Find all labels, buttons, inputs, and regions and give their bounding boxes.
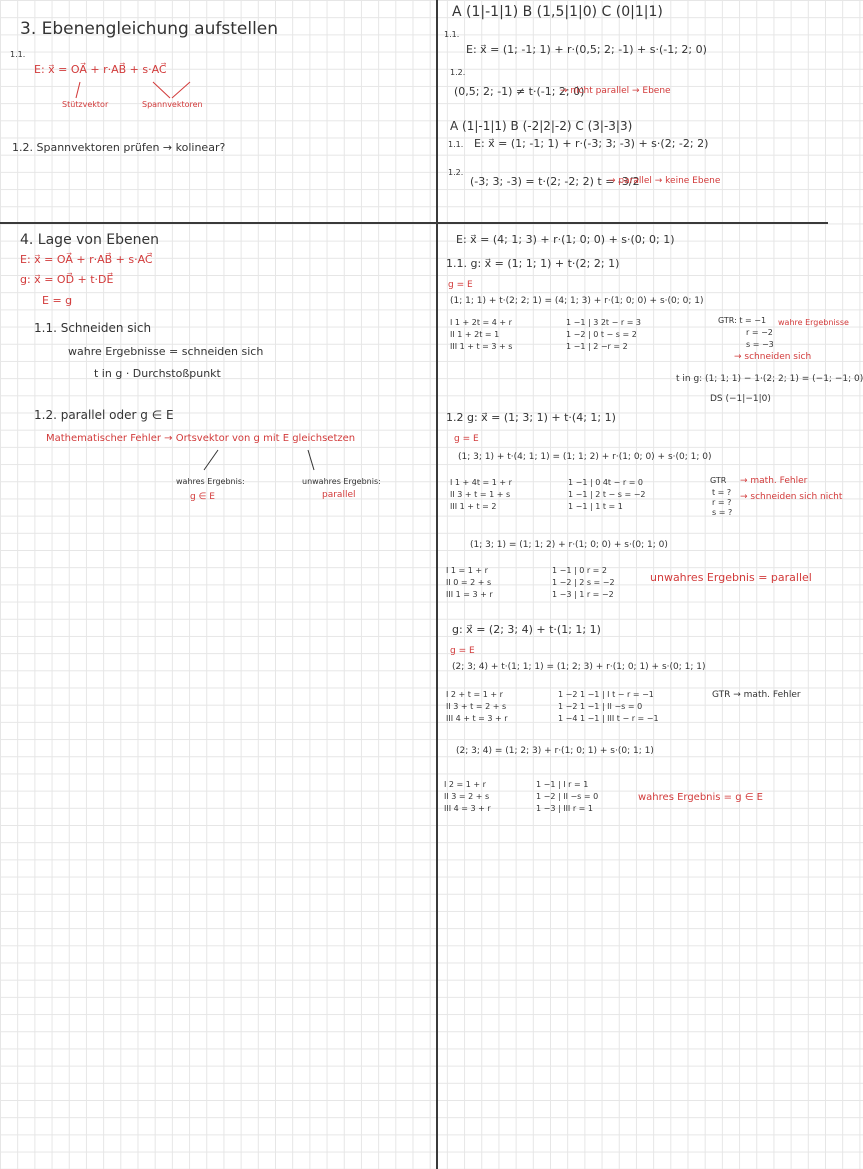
rb-gtr-b2: t = ? [712, 488, 732, 497]
rb-mat-d1: 1 −2 1 −1 | I t − r = −1 [558, 690, 654, 699]
rt-eq-12: (0,5; 2; -1) ≠ t·(-1; 2; 0) [454, 85, 585, 98]
section3-title: 3. Ebenengleichung aufstellen [20, 19, 279, 39]
rb-sys-b2: II 3 + t = 1 + s [450, 490, 511, 499]
section4-case1-b: t in g · Durchstoßpunkt [94, 367, 221, 380]
rb-mat-c2: 1 −2 | 2 s = −2 [552, 578, 615, 587]
rb-mat-e3: 1 −3 | III r = 1 [536, 804, 593, 813]
rb-eq-d: (2; 3; 4) + t·(1; 1; 1) = (1; 2; 3) + r·(1; 0; 1) + s·(0; 1; 1) [452, 662, 706, 672]
rb-sys-d2: II 3 + t = 2 + s [446, 702, 507, 711]
rb-sys-e1: I 2 = 1 + r [444, 780, 486, 789]
section4-title: 4. Lage von Ebenen [20, 232, 160, 248]
rb-mat-d2: 1 −2 1 −1 | II −s = 0 [558, 702, 643, 711]
branch-arrows [190, 448, 330, 474]
horizontal-divider [0, 222, 828, 224]
rb-gtr-a2: r = −2 [746, 328, 773, 337]
rb-line-11: 1.1. g: x⃗ = (1; 1; 1) + t·(2; 2; 1) [446, 257, 620, 270]
rb-sys-e2: II 3 = 2 + s [444, 792, 490, 801]
rb-mat-e2: 1 −2 | II −s = 0 [536, 792, 599, 801]
rb-sys-e3: III 4 = 3 + r [444, 804, 491, 813]
rb-ds: DS (−1|−1|0) [710, 394, 771, 404]
points-set-1: A (1|-1|1) B (1,5|1|0) C (0|1|1) [452, 4, 663, 20]
rt-note-12: → nicht parallel → Ebene [560, 86, 671, 96]
rt-eq-12b: (-3; 3; -3) = t·(2; -2; 2) t = -3/2 [470, 175, 640, 188]
rb-mat-b1: 1 −1 | 0 4t − r = 0 [568, 478, 644, 487]
true-result-value: g ∈ E [190, 492, 215, 502]
rb-sys-b1: I 1 + 4t = 1 + r [450, 478, 512, 487]
section4-case1-a: wahre Ergebnisse = schneiden sich [68, 345, 264, 358]
vertical-divider [436, 0, 438, 1169]
rb-true-in-plane: wahres Ergebnis = g ∈ E [638, 792, 763, 803]
rb-t-in-g: t in g: (1; 1; 1) − 1·(2; 2; 1) = (−1; −1; 0) [676, 374, 863, 384]
rb-mat-a3: 1 −1 | 2 −r = 2 [566, 342, 628, 351]
rb-gtr-a3: s = −3 [746, 340, 774, 349]
rb-mat-a2: 1 −2 | 0 t − s = 2 [566, 330, 637, 339]
section3-equation: E: x⃗ = OA⃗ + r·AB⃗ + s·AC⃗ [34, 63, 167, 76]
false-result-value: parallel [322, 490, 356, 500]
rb-intersect: → schneiden sich [734, 352, 812, 362]
rb-eq-a: (1; 1; 1) + t·(2; 2; 1) = (4; 1; 3) + r·(1; 0; 0) + s·(0; 0; 1) [450, 296, 704, 306]
section3-question: 1.2. Spannvektoren prüfen → kolinear? [12, 141, 226, 154]
rt-eq-11: E: x⃗ = (1; -1; 1) + r·(0,5; 2; -1) + s·(-1; 2; 0) [466, 43, 707, 56]
rb-gtr-b3: r = ? [712, 498, 732, 507]
rt-eq-11b: E: x⃗ = (1; -1; 1) + r·(-3; 3; -3) + s·(2; -2; 2) [474, 137, 709, 150]
false-result-label: unwahres Ergebnis: [302, 477, 381, 486]
rb-sys-c1: I 1 = 1 + r [446, 566, 488, 575]
rb-eq-c: (1; 3; 1) = (1; 1; 2) + r·(1; 0; 0) + s·(0; 1; 0) [470, 540, 668, 550]
rb-sys-c2: II 0 = 2 + s [446, 578, 492, 587]
rb-line-12: 1.2 g: x⃗ = (1; 3; 1) + t·(4; 1; 1) [446, 411, 616, 424]
annotation-arrows [60, 80, 210, 102]
section4-plane-eq: E: x⃗ = OA⃗ + r·AB⃗ + s·AC⃗ [20, 253, 153, 266]
rb-sys-d1: I 2 + t = 1 + r [446, 690, 503, 699]
rb-true-results: wahre Ergebnisse [778, 318, 849, 327]
rb-mat-e1: 1 −1 | I r = 1 [536, 780, 589, 789]
rb-eq-e: (2; 3; 4) = (1; 2; 3) + r·(1; 0; 1) + s·(0; 1; 1) [456, 746, 654, 756]
rb-equate-3: g = E [450, 646, 475, 656]
section4-case1: 1.1. Schneiden sich [34, 321, 152, 335]
rb-equate-1: g = E [448, 280, 473, 290]
rb-gtr-d: GTR → math. Fehler [712, 690, 801, 700]
rb-sys-d3: III 4 + t = 3 + r [446, 714, 508, 723]
rb-mat-a1: 1 −1 | 3 2t − r = 3 [566, 318, 642, 327]
rb-plane: E: x⃗ = (4; 1; 3) + r·(1; 0; 0) + s·(0; 0; 1) [456, 233, 675, 246]
rt-num-11b: 1.1. [448, 140, 464, 149]
rt-num-12: 1.2. [450, 68, 466, 77]
true-result-label: wahres Ergebnis: [176, 477, 245, 486]
rb-mat-b3: 1 −1 | 1 t = 1 [568, 502, 623, 511]
rb-sys-a1: I 1 + 2t = 4 + r [450, 318, 512, 327]
section3-number: 1.1. [10, 50, 26, 59]
rb-no-intersect: → schneiden sich nicht [740, 492, 843, 502]
rb-sys-b3: III 1 + t = 2 [450, 502, 497, 511]
rb-line-d: g: x⃗ = (2; 3; 4) + t·(1; 1; 1) [452, 623, 601, 636]
rb-sys-a2: II 1 + 2t = 1 [450, 330, 500, 339]
rb-mat-b2: 1 −1 | 2 t − s = −2 [568, 490, 646, 499]
rt-num-11: 1.1. [444, 30, 460, 39]
rb-gtr-b: GTR [710, 476, 727, 485]
rb-equate-2: g = E [454, 434, 479, 444]
section4-case2: 1.2. parallel oder g ∈ E [34, 408, 174, 422]
rb-eq-b: (1; 3; 1) + t·(4; 1; 1) = (1; 1; 2) + r·(1; 0; 0) + s·(0; 1; 0) [458, 452, 712, 462]
rb-math-error: → math. Fehler [740, 476, 808, 486]
rb-gtr-b4: s = ? [712, 508, 733, 517]
rb-mat-c1: 1 −1 | 0 r = 2 [552, 566, 608, 575]
points-set-2: A (1|-1|1) B (-2|2|-2) C (3|-3|3) [450, 119, 633, 133]
rb-sys-c3: III 1 = 3 + r [446, 590, 493, 599]
section4-line-eq: g: x⃗ = OD⃗ + t·DE⃗ [20, 273, 114, 286]
rb-gtr-a: GTR: t = −1 [718, 316, 767, 325]
rb-sys-a3: III 1 + t = 3 + s [450, 342, 513, 351]
section4-case2-note: Mathematischer Fehler → Ortsvektor von g mit E gleichsetzen [46, 433, 356, 444]
rb-mat-c3: 1 −3 | 1 r = −2 [552, 590, 614, 599]
section4-equate: E = g [42, 294, 73, 307]
rt-num-12b: 1.2. [448, 168, 464, 177]
rb-mat-d3: 1 −4 1 −1 | III t − r = −1 [558, 714, 659, 723]
rb-false-parallel: unwahres Ergebnis = parallel [650, 571, 812, 584]
stuetzvektor-label: Stützvektor [62, 100, 109, 109]
rt-note-12b: → parallel → keine Ebene [608, 176, 721, 186]
spannvektoren-label: Spannvektoren [142, 100, 203, 109]
